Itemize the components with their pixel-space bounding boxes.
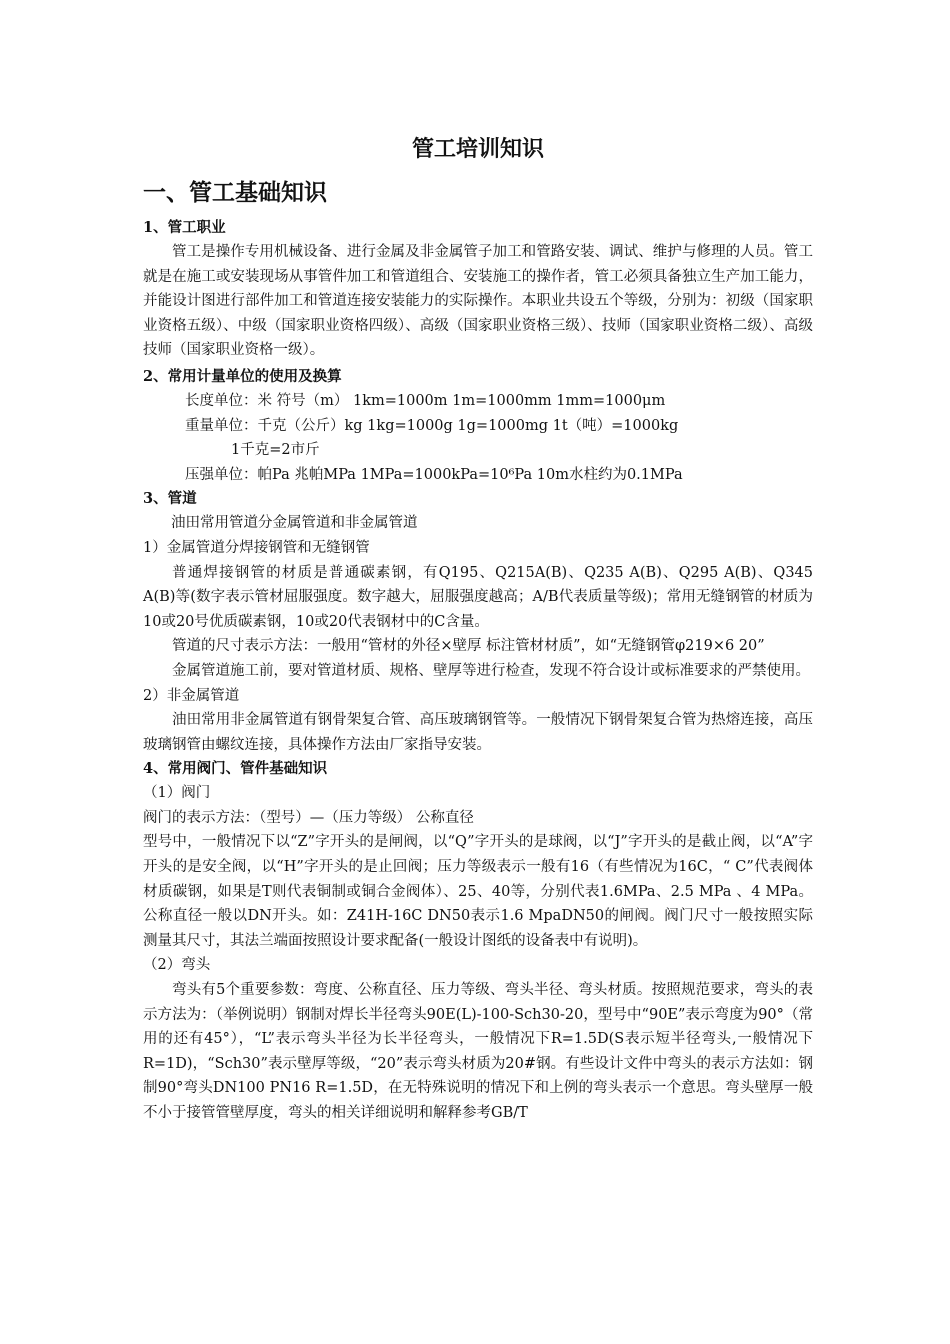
heading-pipes: 3、管道 — [143, 490, 197, 508]
paragraph-valve-codes: 型号中，一般情况下以“Z”字开头的是闸阀，以“Q”字开头的是球阀，以“J”字开头的是截止阀，以“A”字开头的是安全阀，以“H”字开头的是止回阀；压力等级表示一般有16（有些情况为16C，“ C”代表阀体材质碳钢，如果是T则代表铜制或铜合金阀体）、25、40等，分别代表1.6MPa、2.5 MPa 、4 MPa。公称直径一般以DN开头。如：Z41H-16C DN50表示1.6 MpaDN50的闸阀。阀门尺寸一般按照实际测量其尺寸，其法兰端面按照设计要求配备(一般设计图纸的设备表中有说明)。 — [143, 834, 813, 949]
section-heading-basics: 一、管工基础知识 — [143, 179, 327, 206]
valve-notation-line: 阀门的表示方法：（型号）—（压力等级） 公称直径 — [143, 809, 474, 826]
pipes-intro: 油田常用管道分金属管道和非金属管道 — [171, 515, 418, 532]
weight-units-line: 重量单位：千克（公斤）kg 1kg=1000g 1g=1000mg 1t（吨）=1000kg — [185, 417, 679, 434]
paragraph-steel-pipe-material: 普通焊接钢管的材质是普通碳素钢，有Q195、Q215A(B)、Q235 A(B)、Q295 A(B)、Q345 A(B)等(数字表示管材屈服强度。数字越大，屈服强度越高；A/B代表质量等级)；常用无缝钢管的材质为10或20号优质碳素钢，10或20代表钢材中的C含量。 — [143, 564, 813, 630]
length-units-line: 长度单位：米 符号（m） 1km=1000m 1m=1000mm 1mm=1000μm — [185, 392, 666, 409]
document-page — [143, 128, 813, 1126]
paragraph-pipe-inspection: 金属管道施工前，要对管道材质、规格、壁厚等进行检查，发现不符合设计或标准要求的严禁使用。 — [172, 662, 810, 679]
document-title: 管工培训知识 — [411, 136, 544, 162]
subheading-valves: （1）阀门 — [143, 785, 211, 802]
heading-pipefitter-profession: 1、管工职业 — [143, 219, 226, 236]
paragraph-nonmetal-pipes: 油田常用非金属管道有钢骨架复合管、高压玻璃钢管等。一般情况下钢骨架复合管为热熔连接，高压玻璃钢管由螺纹连接，具体操作方法由厂家指导安装。 — [143, 712, 813, 753]
jin-conversion-line: 1千克=2市斤 — [231, 442, 320, 459]
heading-valves-fittings: 4、常用阀门、管件基础知识 — [143, 760, 328, 778]
subheading-elbows: （2）弯头 — [143, 957, 211, 974]
pressure-units-line: 压强单位：帕Pa 兆帕MPa 1MPa=1000kPa=10⁶Pa 10m水柱约为0.1MPa — [185, 466, 683, 483]
paragraph-pipe-size-notation: 管道的尺寸表示方法：一般用“管材的外径×壁厚 标注管材材质”，如“无缝钢管φ219×6 20” — [172, 638, 765, 655]
paragraph-elbows: 弯头有5个重要参数：弯度、公称直径、压力等级、弯头半径、弯头材质。按照规范要求，弯头的表示方法为：（举例说明）钢制对焊长半径弯头90E(L)-100-Sch30-20，型号中“90E”表示弯度为90°（常用的还有45°），“L”表示弯头半径为长半径弯头，一般情况下R=1.5D(S表示短半径弯头,一般情况下R=1D)，“Sch30”表示壁厚等级，“20”表示弯头材质为20#钢。有些设计文件中弯头的表示方法如：钢制90°弯头DN100 PN16 R=1.5D，在无特殊说明的情况下和上例的弯头表示一个意思。弯头壁厚一般不小于接管管壁厚度，弯头的相关详细说明和解释参考GB/T — [143, 982, 813, 1121]
subheading-metal-pipes: 1）金属管道分焊接钢管和无缝钢管 — [143, 539, 370, 556]
heading-units: 2、常用计量单位的使用及换算 — [143, 367, 342, 385]
subheading-nonmetal-pipes: 2）非金属管道 — [143, 687, 240, 704]
paragraph-profession: 管工是操作专用机械设备、进行金属及非金属管子加工和管路安装、调试、维护与修理的人员。管工就是在施工或安装现场从事管件加工和管道组合、安装施工的操作者，管工必须具备独立生产加工能力，并能设计图进行部件加工和管道连接安装能力的实际操作。本职业共设五个等级，分别为：初级（国家职业资格五级）、中级（国家职业资格四级）、高级（国家职业资格三级）、技师（国家职业资格二级）、高级技师（国家职业资格一级）。 — [143, 244, 813, 359]
